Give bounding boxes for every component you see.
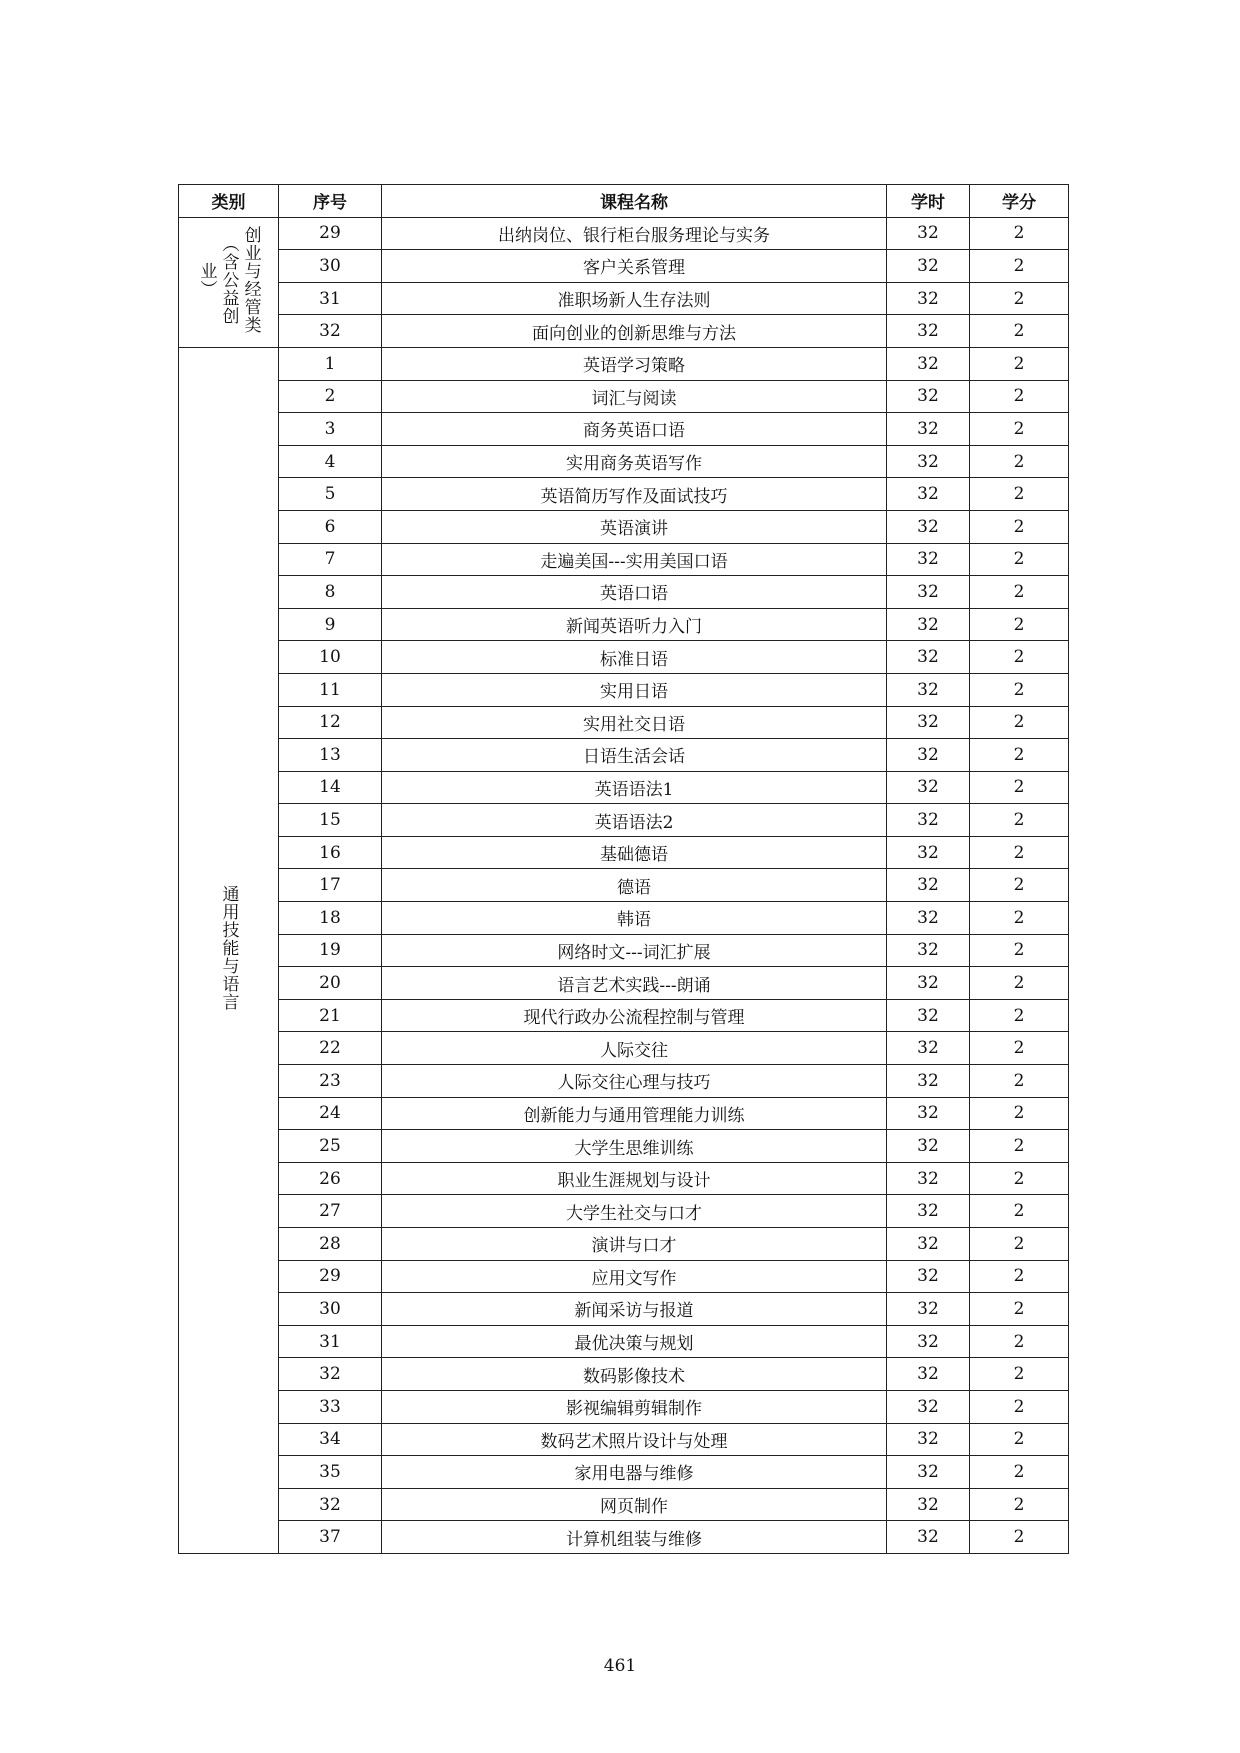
table-row xyxy=(179,413,1069,446)
table-row xyxy=(179,1488,1069,1521)
credits-cell: 2 xyxy=(970,641,1069,674)
hours-cell: 32 xyxy=(887,1293,970,1326)
credits-cell: 2 xyxy=(970,543,1069,576)
course-name-cell: 网络时文---词汇扩展 xyxy=(382,934,887,967)
index-cell: 30 xyxy=(279,250,382,283)
table-row xyxy=(179,1521,1069,1554)
credits-cell: 2 xyxy=(970,902,1069,935)
index-cell: 33 xyxy=(279,1390,382,1423)
course-name-cell: 最优决策与规划 xyxy=(382,1325,887,1358)
course-name-cell: 新闻英语听力入门 xyxy=(382,608,887,641)
course-name-cell: 日语生活会话 xyxy=(382,739,887,772)
credits-cell: 2 xyxy=(970,217,1069,250)
table-row xyxy=(179,836,1069,869)
course-name-cell: 德语 xyxy=(382,869,887,902)
table-body xyxy=(179,217,1069,1553)
index-cell: 19 xyxy=(279,934,382,967)
credits-cell: 2 xyxy=(970,967,1069,1000)
index-cell: 10 xyxy=(279,641,382,674)
table-row xyxy=(179,478,1069,511)
index-cell: 34 xyxy=(279,1423,382,1456)
credits-cell: 2 xyxy=(970,1130,1069,1163)
course-name-cell: 英语学习策略 xyxy=(382,347,887,380)
credits-cell: 2 xyxy=(970,1097,1069,1130)
course-name-cell: 基础德语 xyxy=(382,836,887,869)
hours-cell: 32 xyxy=(887,1065,970,1098)
table-row xyxy=(179,673,1069,706)
course-name-cell: 家用电器与维修 xyxy=(382,1456,887,1489)
credits-cell: 2 xyxy=(970,739,1069,772)
index-cell: 32 xyxy=(279,1488,382,1521)
credits-cell: 2 xyxy=(970,576,1069,609)
credits-cell: 2 xyxy=(970,1325,1069,1358)
table-row xyxy=(179,217,1069,250)
course-name-cell: 面向创业的创新思维与方法 xyxy=(382,315,887,348)
index-cell: 2 xyxy=(279,380,382,413)
credits-cell: 2 xyxy=(970,478,1069,511)
table-row xyxy=(179,1390,1069,1423)
index-cell: 1 xyxy=(279,347,382,380)
table-row xyxy=(179,1097,1069,1130)
course-name-cell: 韩语 xyxy=(382,902,887,935)
course-name-cell: 走遍美国---实用美国口语 xyxy=(382,543,887,576)
course-name-cell: 应用文写作 xyxy=(382,1260,887,1293)
credits-cell: 2 xyxy=(970,1488,1069,1521)
header-course-name: 课程名称 xyxy=(382,185,887,218)
credits-cell: 2 xyxy=(970,836,1069,869)
table-row xyxy=(179,543,1069,576)
credits-cell: 2 xyxy=(970,608,1069,641)
credits-cell: 2 xyxy=(970,1456,1069,1489)
table-row xyxy=(179,510,1069,543)
hours-cell: 32 xyxy=(887,576,970,609)
hours-cell: 32 xyxy=(887,1488,970,1521)
hours-cell: 32 xyxy=(887,869,970,902)
table-row xyxy=(179,1456,1069,1489)
course-name-cell: 英语语法1 xyxy=(382,771,887,804)
category-cell xyxy=(179,217,279,347)
course-name-cell: 实用商务英语写作 xyxy=(382,445,887,478)
credits-cell: 2 xyxy=(970,1162,1069,1195)
hours-cell: 32 xyxy=(887,380,970,413)
course-name-cell: 词汇与阅读 xyxy=(382,380,887,413)
credits-cell: 2 xyxy=(970,1521,1069,1554)
index-cell: 26 xyxy=(279,1162,382,1195)
index-cell: 9 xyxy=(279,608,382,641)
table-row xyxy=(179,315,1069,348)
table-row xyxy=(179,771,1069,804)
table-row xyxy=(179,1130,1069,1163)
credits-cell: 2 xyxy=(970,1423,1069,1456)
course-name-cell: 演讲与口才 xyxy=(382,1228,887,1261)
table-row xyxy=(179,282,1069,315)
hours-cell: 32 xyxy=(887,1130,970,1163)
hours-cell: 32 xyxy=(887,999,970,1032)
table-row xyxy=(179,641,1069,674)
index-cell: 8 xyxy=(279,576,382,609)
index-cell: 13 xyxy=(279,739,382,772)
index-cell: 29 xyxy=(279,217,382,250)
course-table xyxy=(178,184,1069,1554)
index-cell: 3 xyxy=(279,413,382,446)
header-index: 序号 xyxy=(279,185,382,218)
course-name-cell: 出纳岗位、银行柜台服务理论与实务 xyxy=(382,217,887,250)
index-cell: 4 xyxy=(279,445,382,478)
hours-cell: 32 xyxy=(887,347,970,380)
table-row xyxy=(179,1162,1069,1195)
credits-cell: 2 xyxy=(970,510,1069,543)
hours-cell: 32 xyxy=(887,217,970,250)
index-cell: 28 xyxy=(279,1228,382,1261)
table-row xyxy=(179,608,1069,641)
credits-cell: 2 xyxy=(970,1260,1069,1293)
hours-cell: 32 xyxy=(887,934,970,967)
table-row xyxy=(179,1228,1069,1261)
course-name-cell: 大学生社交与口才 xyxy=(382,1195,887,1228)
course-name-cell: 数码艺术照片设计与处理 xyxy=(382,1423,887,1456)
index-cell: 5 xyxy=(279,478,382,511)
index-cell: 20 xyxy=(279,967,382,1000)
index-cell: 23 xyxy=(279,1065,382,1098)
hours-cell: 32 xyxy=(887,1260,970,1293)
hours-cell: 32 xyxy=(887,282,970,315)
hours-cell: 32 xyxy=(887,445,970,478)
index-cell: 30 xyxy=(279,1293,382,1326)
hours-cell: 32 xyxy=(887,1390,970,1423)
course-name-cell: 英语语法2 xyxy=(382,804,887,837)
table-row xyxy=(179,934,1069,967)
hours-cell: 32 xyxy=(887,706,970,739)
header-category: 类别 xyxy=(179,185,279,218)
table-row xyxy=(179,999,1069,1032)
credits-cell: 2 xyxy=(970,1293,1069,1326)
table-row xyxy=(179,967,1069,1000)
hours-cell: 32 xyxy=(887,739,970,772)
table-row xyxy=(179,250,1069,283)
table-row xyxy=(179,1032,1069,1065)
index-cell: 29 xyxy=(279,1260,382,1293)
course-name-cell: 实用日语 xyxy=(382,673,887,706)
table-row xyxy=(179,1260,1069,1293)
credits-cell: 2 xyxy=(970,804,1069,837)
course-name-cell: 计算机组装与维修 xyxy=(382,1521,887,1554)
table-row xyxy=(179,739,1069,772)
hours-cell: 32 xyxy=(887,250,970,283)
credits-cell: 2 xyxy=(970,706,1069,739)
table-row xyxy=(179,1065,1069,1098)
credits-cell: 2 xyxy=(970,445,1069,478)
table-header-row xyxy=(179,185,1069,218)
index-cell: 31 xyxy=(279,1325,382,1358)
hours-cell: 32 xyxy=(887,1325,970,1358)
hours-cell: 32 xyxy=(887,1456,970,1489)
course-name-cell: 商务英语口语 xyxy=(382,413,887,446)
index-cell: 32 xyxy=(279,315,382,348)
course-name-cell: 英语简历写作及面试技巧 xyxy=(382,478,887,511)
credits-cell: 2 xyxy=(970,1228,1069,1261)
course-name-cell: 创新能力与通用管理能力训练 xyxy=(382,1097,887,1130)
course-name-cell: 现代行政办公流程控制与管理 xyxy=(382,999,887,1032)
course-name-cell: 准职场新人生存法则 xyxy=(382,282,887,315)
index-cell: 17 xyxy=(279,869,382,902)
hours-cell: 32 xyxy=(887,478,970,511)
category-cell xyxy=(179,347,279,1553)
page-number: 461 xyxy=(603,1656,637,1676)
course-name-cell: 新闻采访与报道 xyxy=(382,1293,887,1326)
index-cell: 6 xyxy=(279,510,382,543)
credits-cell: 2 xyxy=(970,673,1069,706)
table-row xyxy=(179,445,1069,478)
index-cell: 37 xyxy=(279,1521,382,1554)
course-name-cell: 实用社交日语 xyxy=(382,706,887,739)
table-row xyxy=(179,869,1069,902)
credits-cell: 2 xyxy=(970,347,1069,380)
table-row xyxy=(179,1358,1069,1391)
table-row xyxy=(179,576,1069,609)
credits-cell: 2 xyxy=(970,1065,1069,1098)
hours-cell: 32 xyxy=(887,1358,970,1391)
credits-cell: 2 xyxy=(970,869,1069,902)
table-row xyxy=(179,902,1069,935)
index-cell: 24 xyxy=(279,1097,382,1130)
credits-cell: 2 xyxy=(970,380,1069,413)
index-cell: 15 xyxy=(279,804,382,837)
hours-cell: 32 xyxy=(887,1032,970,1065)
index-cell: 12 xyxy=(279,706,382,739)
hours-cell: 32 xyxy=(887,608,970,641)
category-label: 创业与经管类（含公益创业） xyxy=(196,225,261,334)
hours-cell: 32 xyxy=(887,1423,970,1456)
table-row xyxy=(179,1293,1069,1326)
category-label: 通用技能与语言 xyxy=(218,884,239,1011)
hours-cell: 32 xyxy=(887,543,970,576)
hours-cell: 32 xyxy=(887,1195,970,1228)
course-name-cell: 网页制作 xyxy=(382,1488,887,1521)
hours-cell: 32 xyxy=(887,804,970,837)
credits-cell: 2 xyxy=(970,413,1069,446)
credits-cell: 2 xyxy=(970,771,1069,804)
credits-cell: 2 xyxy=(970,1032,1069,1065)
index-cell: 7 xyxy=(279,543,382,576)
index-cell: 14 xyxy=(279,771,382,804)
credits-cell: 2 xyxy=(970,315,1069,348)
hours-cell: 32 xyxy=(887,1521,970,1554)
table-row xyxy=(179,380,1069,413)
index-cell: 27 xyxy=(279,1195,382,1228)
table-row xyxy=(179,706,1069,739)
course-name-cell: 英语演讲 xyxy=(382,510,887,543)
hours-cell: 32 xyxy=(887,902,970,935)
course-name-cell: 客户关系管理 xyxy=(382,250,887,283)
index-cell: 25 xyxy=(279,1130,382,1163)
header-hours: 学时 xyxy=(887,185,970,218)
credits-cell: 2 xyxy=(970,1195,1069,1228)
credits-cell: 2 xyxy=(970,999,1069,1032)
index-cell: 31 xyxy=(279,282,382,315)
table-row xyxy=(179,1325,1069,1358)
hours-cell: 32 xyxy=(887,510,970,543)
course-name-cell: 人际交往 xyxy=(382,1032,887,1065)
course-name-cell: 人际交往心理与技巧 xyxy=(382,1065,887,1098)
index-cell: 21 xyxy=(279,999,382,1032)
course-name-cell: 影视编辑剪辑制作 xyxy=(382,1390,887,1423)
hours-cell: 32 xyxy=(887,673,970,706)
hours-cell: 32 xyxy=(887,1097,970,1130)
index-cell: 35 xyxy=(279,1456,382,1489)
course-name-cell: 职业生涯规划与设计 xyxy=(382,1162,887,1195)
table-row xyxy=(179,1423,1069,1456)
table-row xyxy=(179,1195,1069,1228)
hours-cell: 32 xyxy=(887,771,970,804)
course-name-cell: 数码影像技术 xyxy=(382,1358,887,1391)
table-row xyxy=(179,347,1069,380)
hours-cell: 32 xyxy=(887,1228,970,1261)
header-credits: 学分 xyxy=(970,185,1069,218)
course-name-cell: 语言艺术实践---朗诵 xyxy=(382,967,887,1000)
hours-cell: 32 xyxy=(887,315,970,348)
index-cell: 18 xyxy=(279,902,382,935)
credits-cell: 2 xyxy=(970,1358,1069,1391)
credits-cell: 2 xyxy=(970,934,1069,967)
index-cell: 11 xyxy=(279,673,382,706)
credits-cell: 2 xyxy=(970,1390,1069,1423)
hours-cell: 32 xyxy=(887,413,970,446)
index-cell: 16 xyxy=(279,836,382,869)
table-row xyxy=(179,804,1069,837)
hours-cell: 32 xyxy=(887,1162,970,1195)
credits-cell: 2 xyxy=(970,250,1069,283)
hours-cell: 32 xyxy=(887,836,970,869)
index-cell: 32 xyxy=(279,1358,382,1391)
index-cell: 22 xyxy=(279,1032,382,1065)
credits-cell: 2 xyxy=(970,282,1069,315)
course-name-cell: 英语口语 xyxy=(382,576,887,609)
course-name-cell: 标准日语 xyxy=(382,641,887,674)
hours-cell: 32 xyxy=(887,641,970,674)
course-name-cell: 大学生思维训练 xyxy=(382,1130,887,1163)
hours-cell: 32 xyxy=(887,967,970,1000)
